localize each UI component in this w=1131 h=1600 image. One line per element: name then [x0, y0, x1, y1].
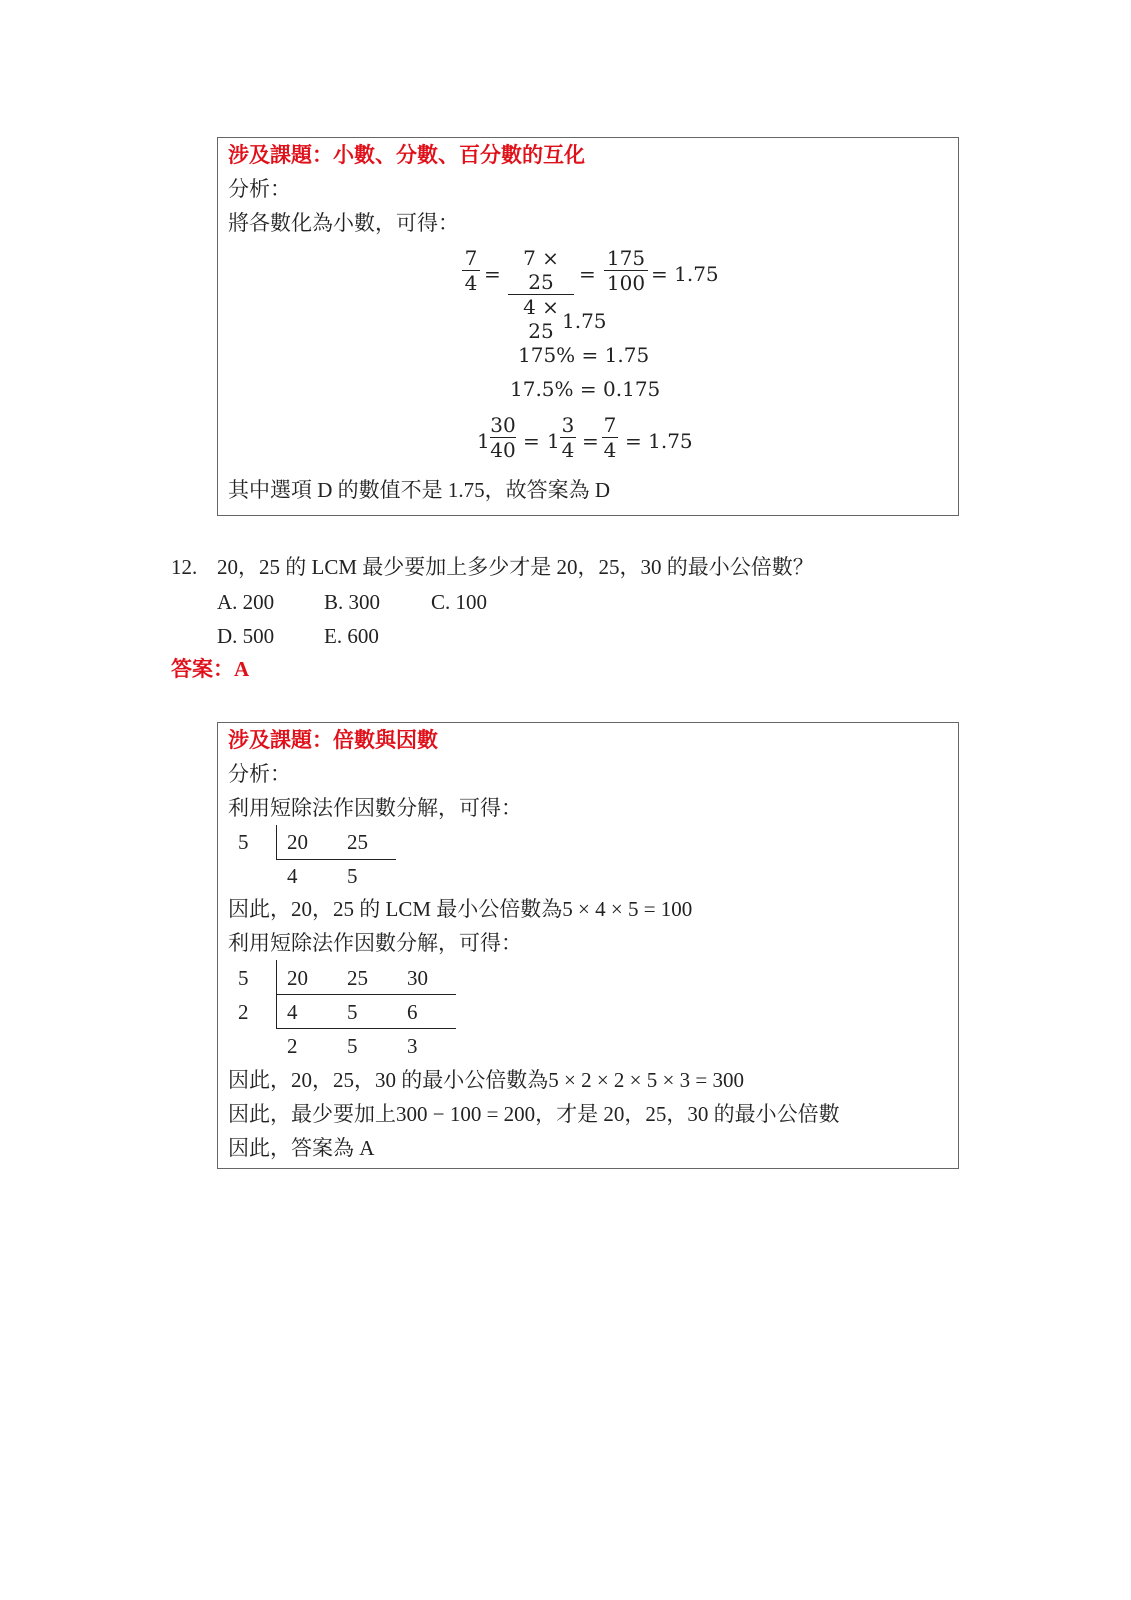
equals-sign: =	[582, 429, 599, 453]
analysis-label: 分析：	[228, 762, 291, 786]
denominator: 4	[464, 271, 478, 295]
denominator: 40	[490, 438, 516, 462]
question-number: 12.	[171, 555, 198, 579]
equation-result: = 1.75	[651, 262, 719, 286]
equation-2: 1.75	[562, 309, 607, 333]
denominator: 4	[603, 438, 617, 462]
option-e: E. 600	[324, 624, 379, 648]
quotient-cell: 6	[407, 1000, 418, 1024]
question-text: 20，25 的 LCM 最少要加上多少才是 20，25，30 的最小公倍數？	[217, 555, 814, 579]
numerator: 7	[603, 413, 617, 437]
intro-text: 利用短除法作因數分解，可得：	[228, 796, 522, 820]
denominator: 100	[606, 271, 646, 295]
divisor: 5	[238, 830, 249, 854]
whole-number: 1	[547, 429, 560, 453]
result-line-3: 因此，最少要加上300 − 100 = 200，才是 20，25，30 的最小公倍數	[228, 1102, 840, 1126]
divisor: 2	[238, 1000, 249, 1024]
numerator: 175	[606, 246, 646, 270]
equation-result: = 1.75	[625, 429, 693, 453]
dividend-cell: 25	[347, 966, 368, 990]
quotient-cell: 4	[287, 864, 298, 888]
quotient-cell: 4	[287, 1000, 298, 1024]
dividend-cell: 20	[287, 966, 308, 990]
divisor: 5	[238, 966, 249, 990]
topic-heading: 涉及課題：小數、分數、百分數的互化	[228, 143, 585, 167]
quotient-cell: 5	[347, 1034, 358, 1058]
fraction	[604, 246, 648, 295]
fraction	[560, 413, 576, 462]
analysis-label: 分析：	[228, 177, 291, 201]
numerator: 30	[490, 413, 516, 437]
numerator: 7 × 25	[523, 246, 559, 294]
equation-3: 175% = 1.75	[518, 343, 650, 367]
dividend-cell: 20	[287, 830, 308, 854]
fraction	[490, 413, 516, 462]
conclusion-text: 其中選項 D 的數值不是 1.75，故答案為 D	[228, 478, 611, 502]
dividend-cell: 30	[407, 966, 428, 990]
final-answer-line: 因此，答案為 A	[228, 1136, 375, 1160]
numerator: 7	[464, 246, 478, 270]
option-d: D. 500	[217, 624, 275, 648]
answer-label: 答案：A	[171, 657, 250, 681]
topic-heading: 涉及課題：倍數與因數	[228, 728, 438, 752]
result-line-1: 因此，20，25 的 LCM 最小公倍數為5 × 4 × 5 = 100	[228, 897, 693, 921]
fraction	[602, 413, 618, 462]
denominator: 4	[561, 438, 575, 462]
equals-sign: =	[579, 262, 596, 286]
option-c: C. 100	[431, 590, 488, 614]
equals-sign: =	[484, 262, 501, 286]
equals-sign: =	[523, 429, 540, 453]
dividend-cell: 25	[347, 830, 368, 854]
quotient-cell: 2	[287, 1034, 298, 1058]
quotient-cell: 5	[347, 1000, 358, 1024]
quotient-cell: 5	[347, 864, 358, 888]
option-a: A. 200	[217, 590, 275, 614]
intro-text-2: 利用短除法作因數分解，可得：	[228, 931, 522, 955]
quotient-cell: 3	[407, 1034, 418, 1058]
intro-text: 將各數化為小數，可得：	[228, 211, 459, 235]
equation-4: 17.5% = 0.175	[510, 377, 661, 401]
denominator: 4 × 25	[523, 295, 559, 343]
whole-number: 1	[477, 429, 490, 453]
fraction	[462, 246, 480, 295]
solution-box-2	[217, 722, 959, 1169]
result-line-2: 因此，20，25，30 的最小公倍數為5 × 2 × 2 × 5 × 3 = 300	[228, 1068, 744, 1092]
numerator: 3	[561, 413, 575, 437]
option-b: B. 300	[324, 590, 381, 614]
solution-box-1	[217, 137, 959, 516]
